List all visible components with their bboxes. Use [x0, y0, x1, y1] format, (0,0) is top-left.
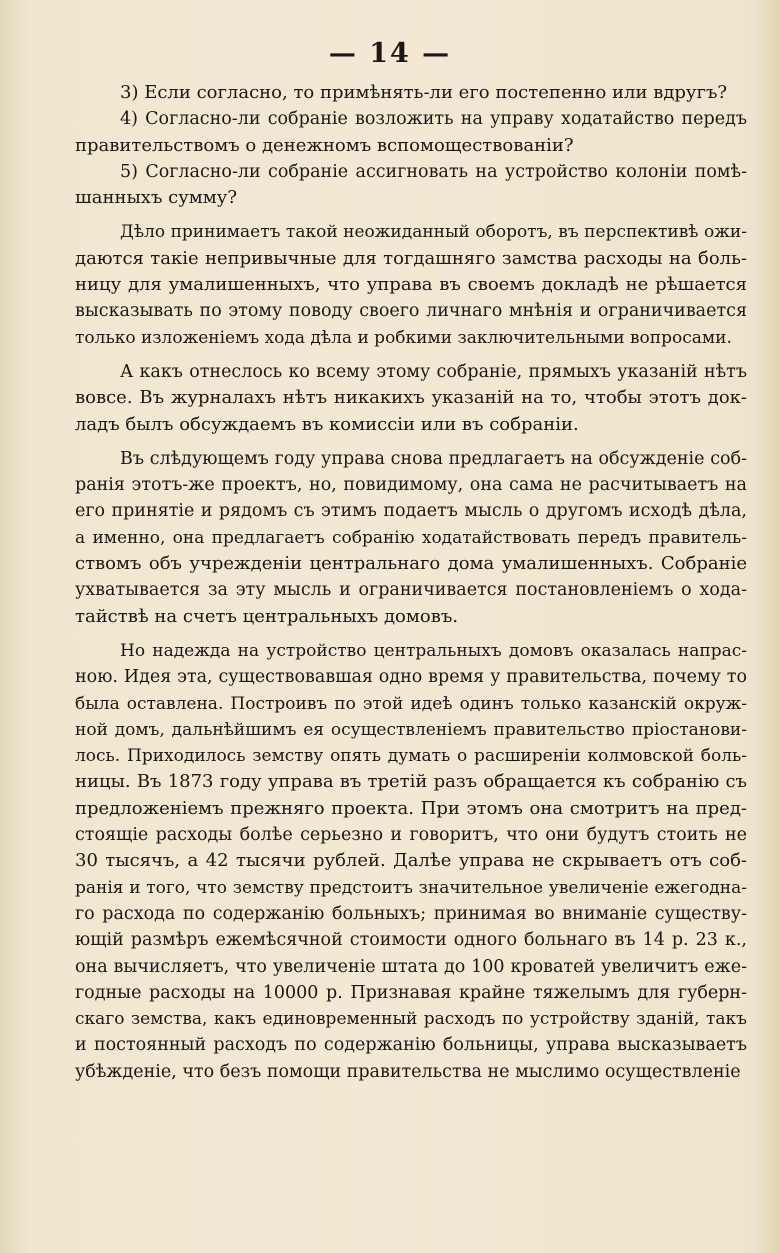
text-line: го расхода по содержанію больныхъ; принимая во вниманіе существу- — [75, 903, 747, 924]
text-line: 30 тысячъ, а 42 тысячи рублей. Далѣе управа не скрываетъ отъ соб- — [75, 850, 747, 872]
text-line: ранія этотъ-же проектъ, но, повидимому, она сама не расчитываетъ на — [75, 475, 747, 496]
text-line: Дѣло принимаетъ такой неожиданный оборотъ, въ перспективѣ ожи- — [120, 222, 747, 243]
text-line: ной домъ, дальнѣйшимъ ея осуществленіемъ правительство пріостанови- — [75, 719, 747, 740]
paragraph — [75, 638, 747, 1085]
paragraph — [75, 80, 747, 106]
text-line: стоящіе расходы болѣе серьезно и говоритъ, что они будутъ стоить не — [75, 825, 747, 846]
text-line: и постоянный расходъ по содержанію больницы, управа высказываетъ — [75, 1035, 747, 1056]
text-line: его принятіе и рядомъ съ этимъ подаетъ мысль о другомъ исходѣ дѣла, — [75, 501, 747, 522]
text-line: правительствомъ о денежномъ вспомоществованіи? — [75, 134, 574, 156]
paragraph — [75, 359, 747, 438]
text-line: ницу для умалишенныхъ, что управа въ своемъ докладѣ не рѣшается — [75, 274, 747, 296]
body-text — [75, 80, 747, 1085]
text-line: ранія и того, что земству предстоитъ значительное увеличеніе ежегодна- — [75, 877, 747, 898]
text-line: убѣжденіе, что безъ помощи правительства не мыслимо осуществленіе — [75, 1061, 741, 1082]
text-line: 3) Если согласно, то примѣнять-ли его постепенно или вдругъ? — [120, 82, 728, 103]
text-line: предложеніемъ прежняго проекта. При этомъ она смотритъ на пред- — [75, 797, 747, 819]
text-line: А какъ отнеслось ко всему этому собраніе, прямыхъ указаній нѣтъ — [120, 361, 747, 382]
text-line: Въ слѣдующемъ году управа снова предлагаетъ на обсужденіе соб- — [120, 448, 747, 469]
text-line: 4) Согласно-ли собраніе возложить на управу ходатайство передъ — [120, 109, 747, 130]
text-line: 5) Согласно-ли собраніе ассигновать на устройство колоніи помѣ- — [120, 161, 747, 182]
text-line: ухватывается за эту мысль и ограничивается постановленіемъ о хода- — [75, 580, 747, 601]
text-line: была оставлена. Построивъ по этой идеѣ одинъ только казанскій окруж- — [75, 693, 747, 714]
text-line: высказывать по этому поводу своего личнаго мнѣнія и ограничивается — [75, 301, 747, 322]
text-line: а именно, она предлагаетъ собранію ходатайствовать передъ правитель- — [75, 527, 747, 548]
paragraph — [75, 446, 747, 630]
text-line: тайствѣ на счетъ центральныхъ домовъ. — [75, 605, 459, 627]
text-line: только изложеніемъ хода дѣла и робкими заключительными вопросами. — [75, 327, 732, 348]
text-line: шанныхъ сумму? — [75, 187, 238, 209]
text-line: годные расходы на 10000 р. Признавая крайне тяжелымъ для губерн- — [75, 982, 747, 1003]
text-line: она вычисляетъ, что увеличеніе штата до 100 кроватей увеличитъ еже- — [75, 956, 747, 977]
text-line: ною. Идея эта, существовавшая одно время у правительства, почему то — [75, 667, 747, 688]
text-line: ладъ былъ обсуждаемъ въ комиссіи или въ собраніи. — [75, 413, 579, 435]
text-line: вовсе. Въ журналахъ нѣтъ никакихъ указаній на то, чтобы этотъ док- — [75, 387, 747, 409]
text-line: ющій размѣръ ежемѣсячной стоимости одного больнаго въ 14 р. 23 к., — [75, 930, 747, 951]
paragraph — [75, 106, 747, 159]
text-line: ствомъ объ учрежденіи центральнаго дома умалишенныхъ. Собраніе — [75, 553, 747, 575]
text-line: ницы. Въ 1873 году управа въ третій разъ обращается къ собранію съ — [75, 771, 747, 793]
page-number: — 14 — — [328, 38, 452, 69]
text-line: даются такіе непривычные для тогдашняго замства расходы на боль- — [75, 247, 747, 269]
text-line: Но надежда на устройство центральныхъ домовъ оказалась напрас- — [120, 640, 747, 661]
paragraph — [75, 159, 747, 212]
text-line: лось. Приходилось земству опять думать о расширеніи колмовской боль- — [75, 746, 747, 767]
text-line: скаго земства, какъ единовременный расходъ по устройству зданій, такъ — [75, 1009, 747, 1030]
paragraph — [75, 219, 747, 350]
